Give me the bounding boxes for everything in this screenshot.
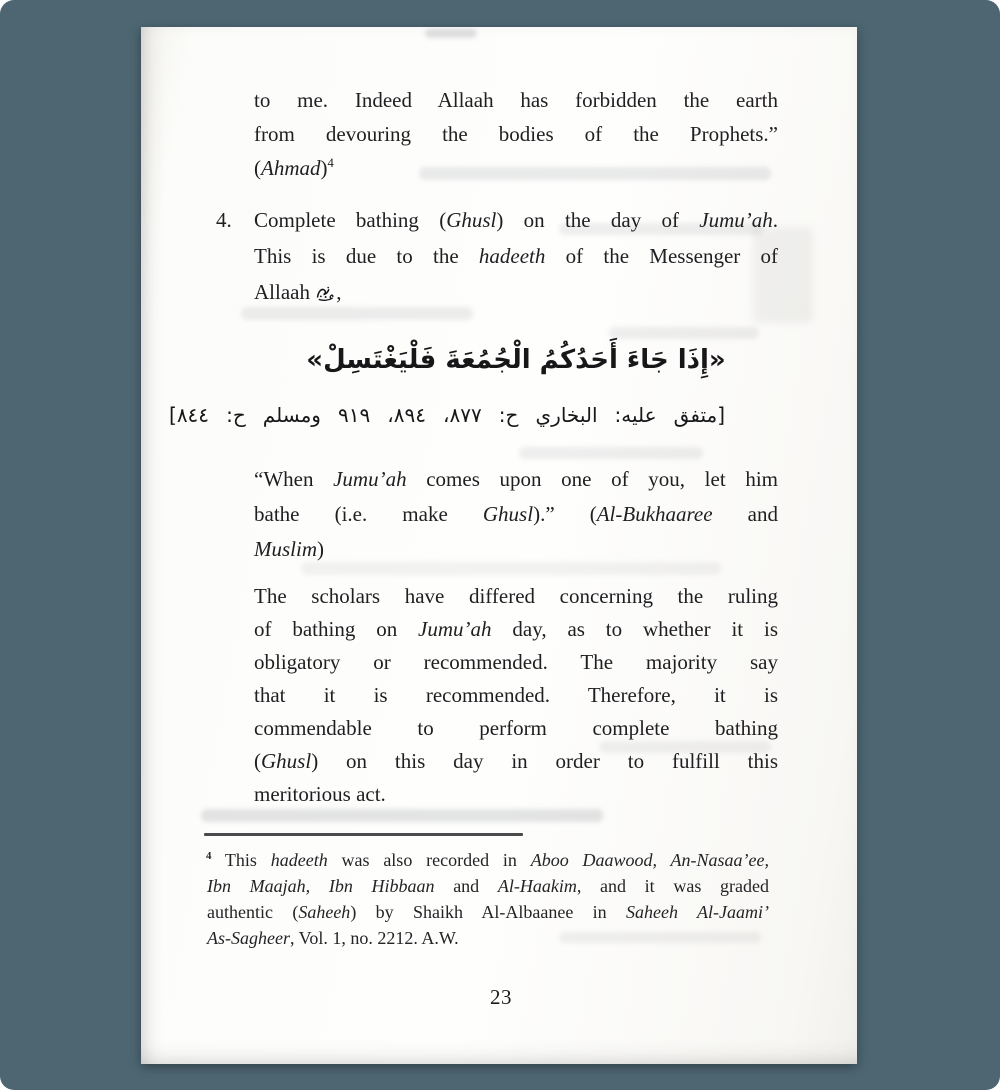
- footnote-separator-line: [204, 833, 523, 836]
- text-line: [254, 580, 778, 613]
- text-segment: comes upon one of you, let him: [406, 467, 778, 491]
- text-segment: “When: [254, 467, 334, 491]
- text-segment: Ghusl: [446, 208, 497, 232]
- paragraph-quote-continuation: [254, 83, 778, 185]
- text-line: [254, 646, 778, 679]
- text-line: [254, 497, 778, 532]
- text-segment: ) on the day of: [496, 208, 700, 232]
- text-segment: Jumu’ah: [418, 617, 492, 641]
- text-segment: Saheeh Al-Jaami’: [626, 902, 769, 922]
- text-line: [254, 83, 778, 117]
- arabic-hadith-text: «إِذَا جَاءَ أَحَدُكُمُ الْجُمُعَةَ فَلْيَغْتَسِلْ»: [306, 345, 726, 375]
- text-segment: Ahmad: [261, 156, 321, 180]
- text-segment: Allaah: [254, 280, 316, 304]
- page-number: 23: [490, 985, 512, 1009]
- list-item-number: 4.: [216, 208, 232, 232]
- text-segment: Complete bathing (: [254, 208, 447, 232]
- text-segment: Al-Haakim: [497, 876, 577, 896]
- paragraph-scholars-ruling: [254, 580, 778, 811]
- text-segment: (: [254, 156, 261, 180]
- text-segment: ) by Shaikh Al-Albaanee in: [350, 902, 627, 922]
- text-line: [254, 151, 778, 185]
- text-line: [254, 679, 778, 712]
- text-segment: obligatory or recommended. The majority say: [254, 650, 778, 674]
- arabic-hadith-reference: [متفق عليه: البخاري ح: ٨٧٧، ٨٩٤، ٩١٩ ومسلم ح: ٨٤٤]: [169, 403, 726, 427]
- text-segment: The scholars have differed concerning the ruling: [254, 584, 778, 608]
- text-line: [254, 712, 778, 745]
- text-line: [254, 274, 778, 310]
- text-segment: hadeeth: [270, 850, 328, 870]
- text-line: [254, 117, 778, 151]
- text-segment: Aboo Daawood, An-Nasaa’ee,: [530, 850, 769, 870]
- text-line: [207, 899, 769, 925]
- text-line: [254, 778, 778, 811]
- text-segment: Muslim: [254, 537, 317, 561]
- text-segment: Jumu’ah: [333, 467, 407, 491]
- text-segment: Ghusl: [261, 749, 312, 773]
- text-segment: Saheeh: [298, 902, 351, 922]
- text-line: [254, 462, 778, 497]
- text-segment: ): [317, 537, 324, 561]
- text-segment: bathe (i.e. make: [254, 502, 483, 526]
- text-segment: Ghusl: [482, 502, 534, 526]
- text-segment: 4: [327, 156, 334, 170]
- text-segment: of bathing on: [254, 617, 419, 641]
- text-line: [254, 745, 778, 778]
- text-segment: , Vol. 1, no. 2212. A.W.: [289, 928, 459, 948]
- text-segment: This: [211, 850, 271, 870]
- text-segment: authentic (: [207, 902, 299, 922]
- text-segment: that it is recommended. Therefore, it is: [254, 683, 778, 707]
- footnote: [207, 847, 769, 951]
- text-line: [207, 873, 769, 899]
- text-segment: ): [320, 156, 328, 180]
- text-segment: This is due to the: [254, 244, 479, 268]
- text-line: [207, 847, 769, 873]
- text-segment: ).” (: [533, 502, 597, 526]
- text-line: [254, 613, 778, 646]
- text-segment: of the Messenger of: [545, 244, 778, 268]
- pbuh-symbol: [316, 286, 335, 301]
- text-segment: to me. Indeed Allaah has forbidden the earth: [254, 88, 778, 112]
- text-segment: and: [434, 876, 498, 896]
- text-segment: ) on this day in order to fulfill this: [311, 749, 778, 773]
- text-segment: hadeeth: [478, 244, 546, 268]
- text-segment: day, as to whether it is: [491, 617, 778, 641]
- paragraph-hadith-translation: [254, 462, 778, 567]
- text-segment: from devouring the bodies of the Prophets.”: [254, 122, 778, 146]
- text-segment: As-Sagheer: [207, 928, 290, 948]
- book-page: [141, 27, 857, 1064]
- text-segment: commendable to perform complete bathing: [254, 716, 778, 740]
- text-segment: Jumu’ah: [699, 208, 773, 232]
- text-line: [254, 202, 778, 238]
- list-item-4: [216, 202, 778, 310]
- text-segment: Ibn Maajah, Ibn Hibbaan: [207, 876, 435, 896]
- show-through-artifact: [519, 447, 703, 459]
- text-line: [254, 238, 778, 274]
- text-segment: 4: [206, 850, 212, 862]
- text-segment: was also recorded in: [327, 850, 531, 870]
- text-segment: (: [254, 749, 261, 773]
- text-segment: meritorious act.: [254, 782, 386, 806]
- text-segment: .: [772, 208, 778, 232]
- text-line: [254, 532, 778, 567]
- text-segment: Al-Bukhaaree: [596, 502, 713, 526]
- show-through-artifact: [425, 29, 477, 38]
- text-segment: and: [712, 502, 778, 526]
- text-segment: , and it was graded: [576, 876, 769, 896]
- text-line: [207, 925, 769, 951]
- text-segment: ,: [336, 280, 342, 304]
